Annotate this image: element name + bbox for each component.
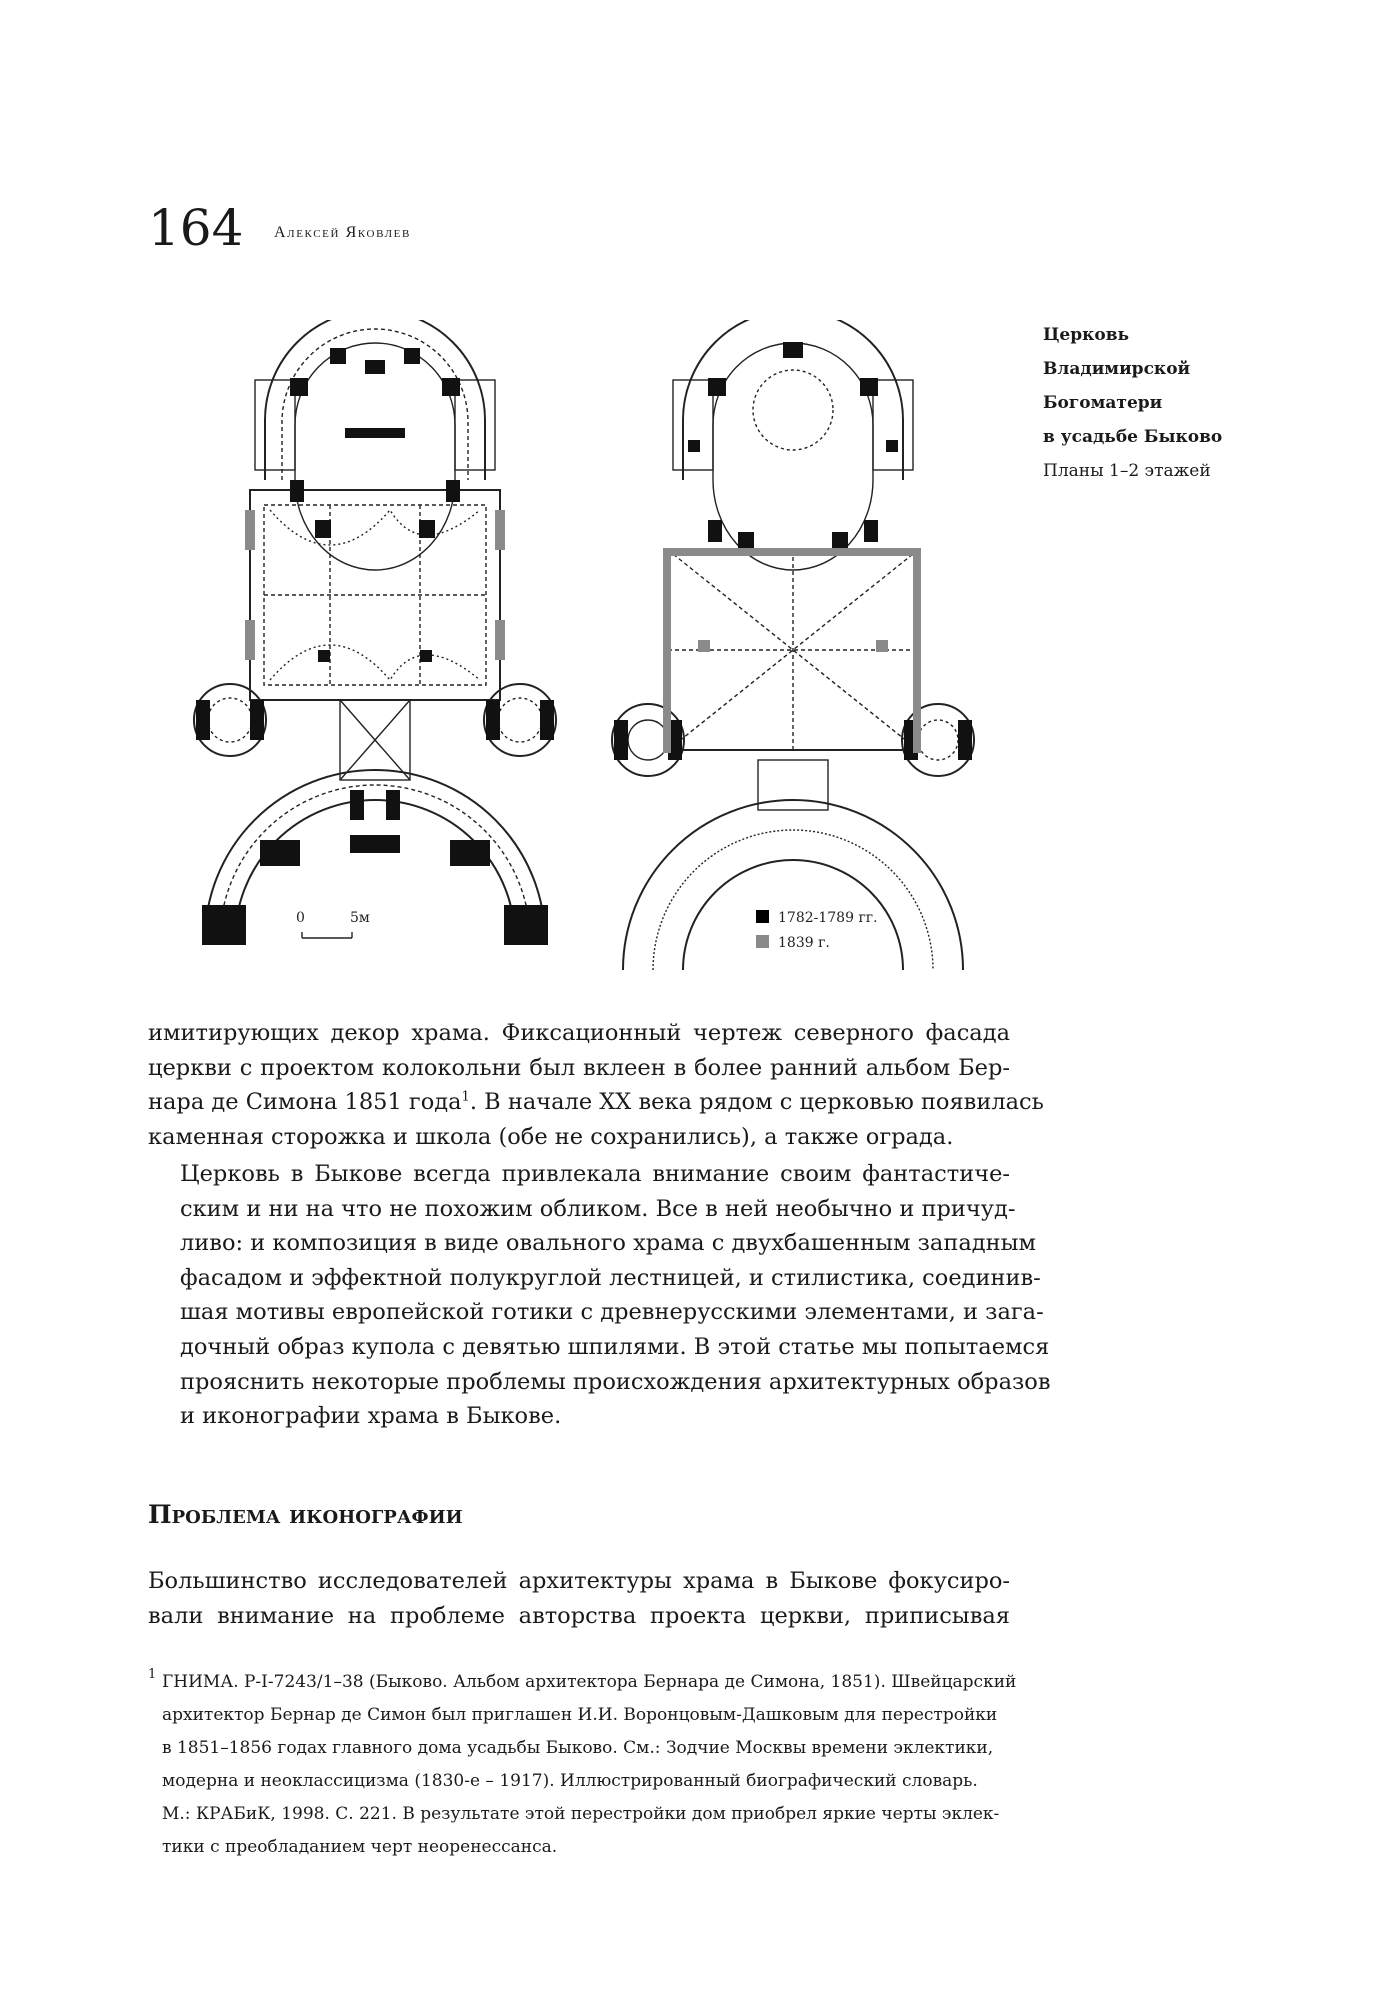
footnote-body [162,1666,1017,1864]
footnote-line: ГНИМА. Р-I-7243/1–38 (Быково. Альбом архитектора Бернара де Симона, 1851). Швейцарский [162,1672,1017,1692]
text-line: Большинство исследователей архитектуры храма в Быкове фокусиро- [148,1568,1010,1594]
running-author: Алексей Яковлев [274,224,411,241]
text-line: каменная сторожка и школа (обе не сохранились), а также ограда. [148,1123,954,1150]
figure-caption [1043,318,1243,488]
page-number: 164 [148,199,244,257]
caption-line: Богоматери [1043,393,1163,413]
text-line: имитирующих декор храма. Фиксационный чертеж северного фасада [148,1020,1010,1046]
text-line: дочный образ купола с девятью шпилями. В этой статье мы попытаемся [180,1333,1050,1360]
text-line: прояснить некоторые проблемы происхождения архитектурных образов [180,1368,1051,1395]
legend-label-1839: 1839 г. [778,935,830,951]
footnote-line: М.: КРАБиК, 1998. С. 221. В результате этой перестройки дом приобрел яркие черты эклек- [162,1804,1000,1824]
text-line: шая мотивы европейской готики с древнерусскими элементами, и зага- [180,1299,1044,1326]
legend [756,910,878,951]
scale-five-label: 5м [350,910,370,926]
paragraph-3 [148,1564,1010,1633]
text-fragment: нара де Симона 1851 года [148,1089,462,1116]
caption-line: Владимирской [1043,359,1191,379]
text-line: ским и ни на что не похожим обликом. Все в ней необычно и причуд- [180,1195,1016,1222]
scale-zero-label: 0 [296,910,305,926]
text-line: Церковь в Быкове всегда привлекала внимание своим фантастиче- [180,1161,1010,1187]
footnote-line: в 1851–1856 годах главного дома усадьбы Быково. См.: Зодчие Москвы времени эклектики, [162,1738,994,1758]
footnote-line: тики с преобладанием черт неоренессанса. [162,1837,558,1857]
text-line: церкви с проектом колокольни был вклеен в более ранний альбом Бер- [148,1054,1010,1081]
footnote-line: архитектор Бернар де Симон был приглашен И.И. Воронцовым-Дашковым для перестройки [162,1705,998,1725]
paragraph-1 [148,1016,1044,1154]
caption-line: в усадьбе Быково [1043,427,1223,447]
text-fragment: . В начале XX века рядом с церковью появилась [469,1089,1044,1116]
text-line: вали внимание на проблеме авторства проекта церкви, приписывая [148,1602,1010,1629]
legend-label-1782: 1782-1789 гг. [778,910,878,926]
text-line: и иконографии храма в Быкове. [180,1403,562,1430]
text-line: ливо: и композиция в виде овального храма с двухбашенным западным [180,1230,1036,1257]
section-heading: Проблема иконографии [148,1500,463,1529]
footnote-reference[interactable]: 1 [461,1089,470,1105]
paragraph-2 [148,1157,1051,1434]
floor-plans-figure [190,320,980,980]
text-line: фасадом и эффектной полукруглой лестницей, и стилистика, соединив- [180,1264,1041,1291]
upper-floor-plan [608,320,978,980]
caption-line: Церковь [1043,325,1130,345]
footnote-mark: 1 [148,1667,157,1682]
caption-subtitle: Планы 1–2 этажей [1043,461,1211,481]
legend-swatch-1839 [756,935,769,948]
text-line-with-note [148,1085,1044,1120]
footnote-line: модерна и неоклассицизма (1830-е – 1917). Иллюстрированный биографический словарь. [162,1771,978,1791]
legend-swatch-1782 [756,910,769,923]
ground-floor-plan [190,320,560,980]
